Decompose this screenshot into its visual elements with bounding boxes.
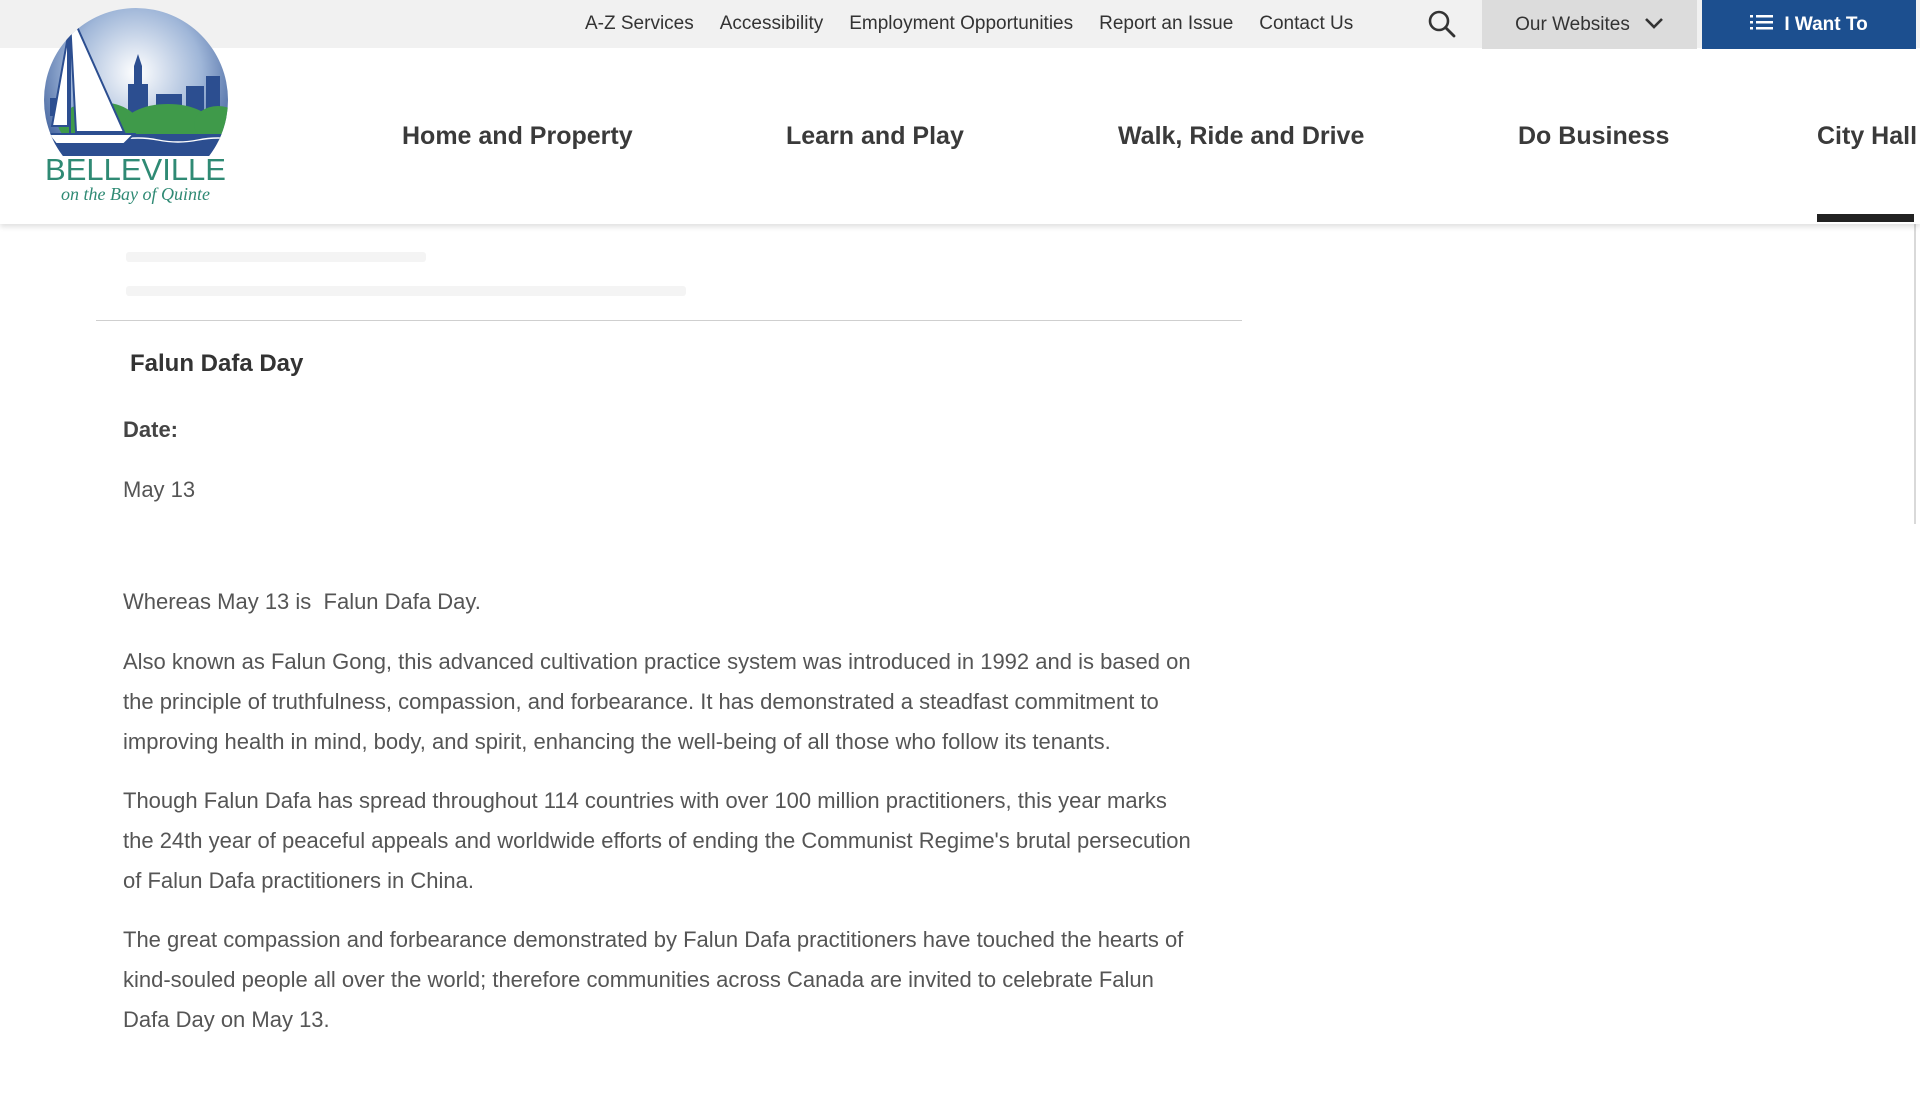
paragraph: The great compassion and forbearance demonstrated by Falun Dafa practitioners have touched the hearts of kind-souled people all over the world; therefore communities across Canada are invited to celebrate Falun Dafa Day on May 13. (123, 927, 1184, 1032)
nav-walk-ride-drive[interactable]: Walk, Ride and Drive (1118, 122, 1365, 150)
belleville-logo[interactable] (38, 6, 233, 211)
logo-tagline: on the Bay of Quinte (61, 184, 210, 204)
event-description (123, 582, 1203, 1059)
utility-bar (0, 0, 1920, 48)
paragraph: Though Falun Dafa has spread throughout 114 countries with over 100 million practitioners, this year marks the 24th year of peaceful appeals and worldwide efforts of ending the Communist Regime's brutal persecution of Falun Dafa practitioners in China. (123, 788, 1191, 893)
chevron-down-icon (1644, 14, 1664, 36)
paragraph: Whereas May 13 is Falun Dafa Day. (123, 589, 481, 614)
date-value: May 13 (123, 477, 196, 502)
nav-city-hall[interactable]: City Hall (1817, 122, 1918, 150)
nav-active-indicator (1817, 214, 1914, 222)
nav-do-business[interactable]: Do Business (1518, 122, 1670, 150)
faded-text-line (126, 252, 426, 262)
main-nav (0, 110, 1920, 166)
i-want-to-button[interactable] (1702, 0, 1916, 49)
list-icon (1750, 13, 1774, 37)
utility-link-employment[interactable]: Employment Opportunities (849, 13, 1074, 34)
logo-wordmark: BELLEVILLE (45, 152, 226, 187)
utility-link-accessibility[interactable]: Accessibility (719, 13, 824, 34)
utility-links (585, 0, 1353, 48)
content-divider (96, 320, 1242, 321)
logo-emblem-icon (38, 6, 233, 156)
faded-text-line (126, 286, 686, 296)
search-icon[interactable] (1426, 8, 1458, 40)
our-websites-dropdown[interactable] (1482, 0, 1697, 49)
utility-link-contact-us[interactable]: Contact Us (1259, 13, 1354, 34)
utility-link-az-services[interactable]: A-Z Services (585, 13, 694, 34)
utility-link-report-issue[interactable]: Report an Issue (1099, 13, 1234, 34)
paragraph: Also known as Falun Gong, this advanced cultivation practice system was introduced in 1992 and is based on the principle of truthfulness, compassion, and forbearance. It has demonstrated a steadfast commitment to improving health in mind, body, and spirit, enhancing the well-being of all those who follow its tenants. (123, 649, 1191, 754)
event-title: Falun Dafa Day (130, 350, 304, 377)
date-label: Date: (123, 417, 179, 442)
faded-previous-content (96, 224, 1242, 320)
i-want-to-label: I Want To (1784, 13, 1868, 35)
nav-home-and-property[interactable]: Home and Property (402, 122, 633, 150)
site-header (0, 0, 1920, 224)
our-websites-label: Our Websites (1515, 13, 1630, 35)
sidebar-edge (1914, 224, 1916, 524)
nav-learn-and-play[interactable]: Learn and Play (786, 122, 964, 150)
